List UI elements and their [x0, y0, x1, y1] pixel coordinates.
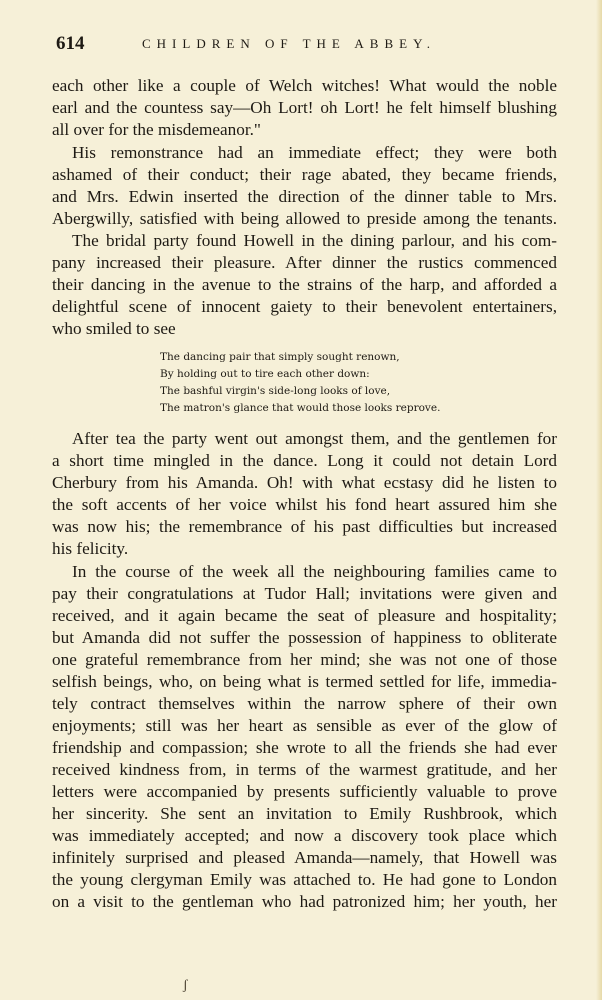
text-line: pany increased their pleasure. After dinner the rustics commenced: [52, 253, 557, 272]
text-line: was now his; the remembrance of his past difficulties but increased: [52, 517, 557, 536]
text-line: tely contract themselves within the narrow sphere of their own: [52, 694, 557, 713]
text-line: all over for the misdemeanor.": [52, 120, 261, 139]
text-line: infinitely surprised and pleased Amanda—namely, that Howell was: [52, 848, 557, 867]
text-line: delightful scene of innocent gaiety to their benevolent entertainers,: [52, 297, 557, 316]
running-head: CHILDREN OF THE ABBEY.: [142, 36, 437, 51]
page-header: [52, 32, 562, 56]
text-line: one grateful remembrance from her mind; she was not one of those: [52, 650, 557, 669]
signature-mark: ʃ: [183, 978, 188, 993]
text-line: who smiled to see: [52, 319, 176, 338]
text-line: her sincerity. She sent an invitation to Emily Rushbrook, which: [52, 804, 557, 823]
text-line: His remonstrance had an immediate effect; they were both: [72, 143, 557, 162]
verse-line: The bashful virgin's side-long looks of love,: [160, 385, 391, 397]
text-line: The bridal party found Howell in the dining parlour, and his com-: [72, 231, 557, 250]
verse-line: The matron's glance that would those looks reprove.: [160, 402, 441, 414]
text-line: pay their congratulations at Tudor Hall; invitations were given and: [52, 584, 557, 603]
text-line: Cherbury from his Amanda. Oh! with what ecstasy did he listen to: [52, 473, 557, 492]
verse-line: The dancing pair that simply sought renown,: [160, 351, 400, 363]
text-line: friendship and compassion; she wrote to all the friends she had ever: [52, 738, 557, 757]
text-line: received, and it again became the seat of pleasure and hospitality;: [52, 606, 557, 625]
text-line: Abergwilly, satisfied with being allowed to preside among the tenants.: [52, 209, 557, 228]
text-line: received kindness from, in terms of the warmest gratitude, and her: [52, 760, 557, 779]
text-line: his felicity.: [52, 539, 129, 558]
text-line: their dancing in the avenue to the strains of the harp, and afforded a: [52, 275, 557, 294]
text-line: a short time mingled in the dance. Long it could not detain Lord: [52, 451, 557, 470]
text-line: letters were accompanied by presents sufficiently valuable to prove: [52, 782, 557, 801]
page-edge: [596, 0, 602, 1000]
text-line: each other like a couple of Welch witches! What would the noble: [52, 76, 557, 95]
text-line: In the course of the week all the neighbouring families came to: [72, 562, 557, 581]
text-line: and Mrs. Edwin inserted the direction of the dinner table to Mrs.: [52, 187, 557, 206]
text-line: the soft accents of her voice whilst his fond heart assured him she: [52, 495, 557, 514]
text-line: earl and the countess say—Oh Lort! oh Lort! he felt himself blushing: [52, 98, 557, 117]
verse-line: By holding out to tire each other down:: [160, 368, 370, 380]
page-number: 614: [56, 33, 85, 54]
text-line: was immediately accepted; and now a discovery took place which: [52, 826, 557, 845]
text-line: selfish beings, who, on being what is termed settled for life, immedia-: [52, 672, 557, 691]
text-line: After tea the party went out amongst them, and the gentlemen for: [72, 429, 557, 448]
text-line: the young clergyman Emily was attached to. He had gone to London: [52, 870, 557, 889]
text-line: enjoyments; still was her heart as sensible as ever of the glow of: [52, 716, 557, 735]
text-line: on a visit to the gentleman who had patronized him; her youth, her: [52, 892, 557, 911]
text-line: but Amanda did not suffer the possession of happiness to obliterate: [52, 628, 557, 647]
text-line: ashamed of their conduct; their rage abated, they became friends,: [52, 165, 557, 184]
